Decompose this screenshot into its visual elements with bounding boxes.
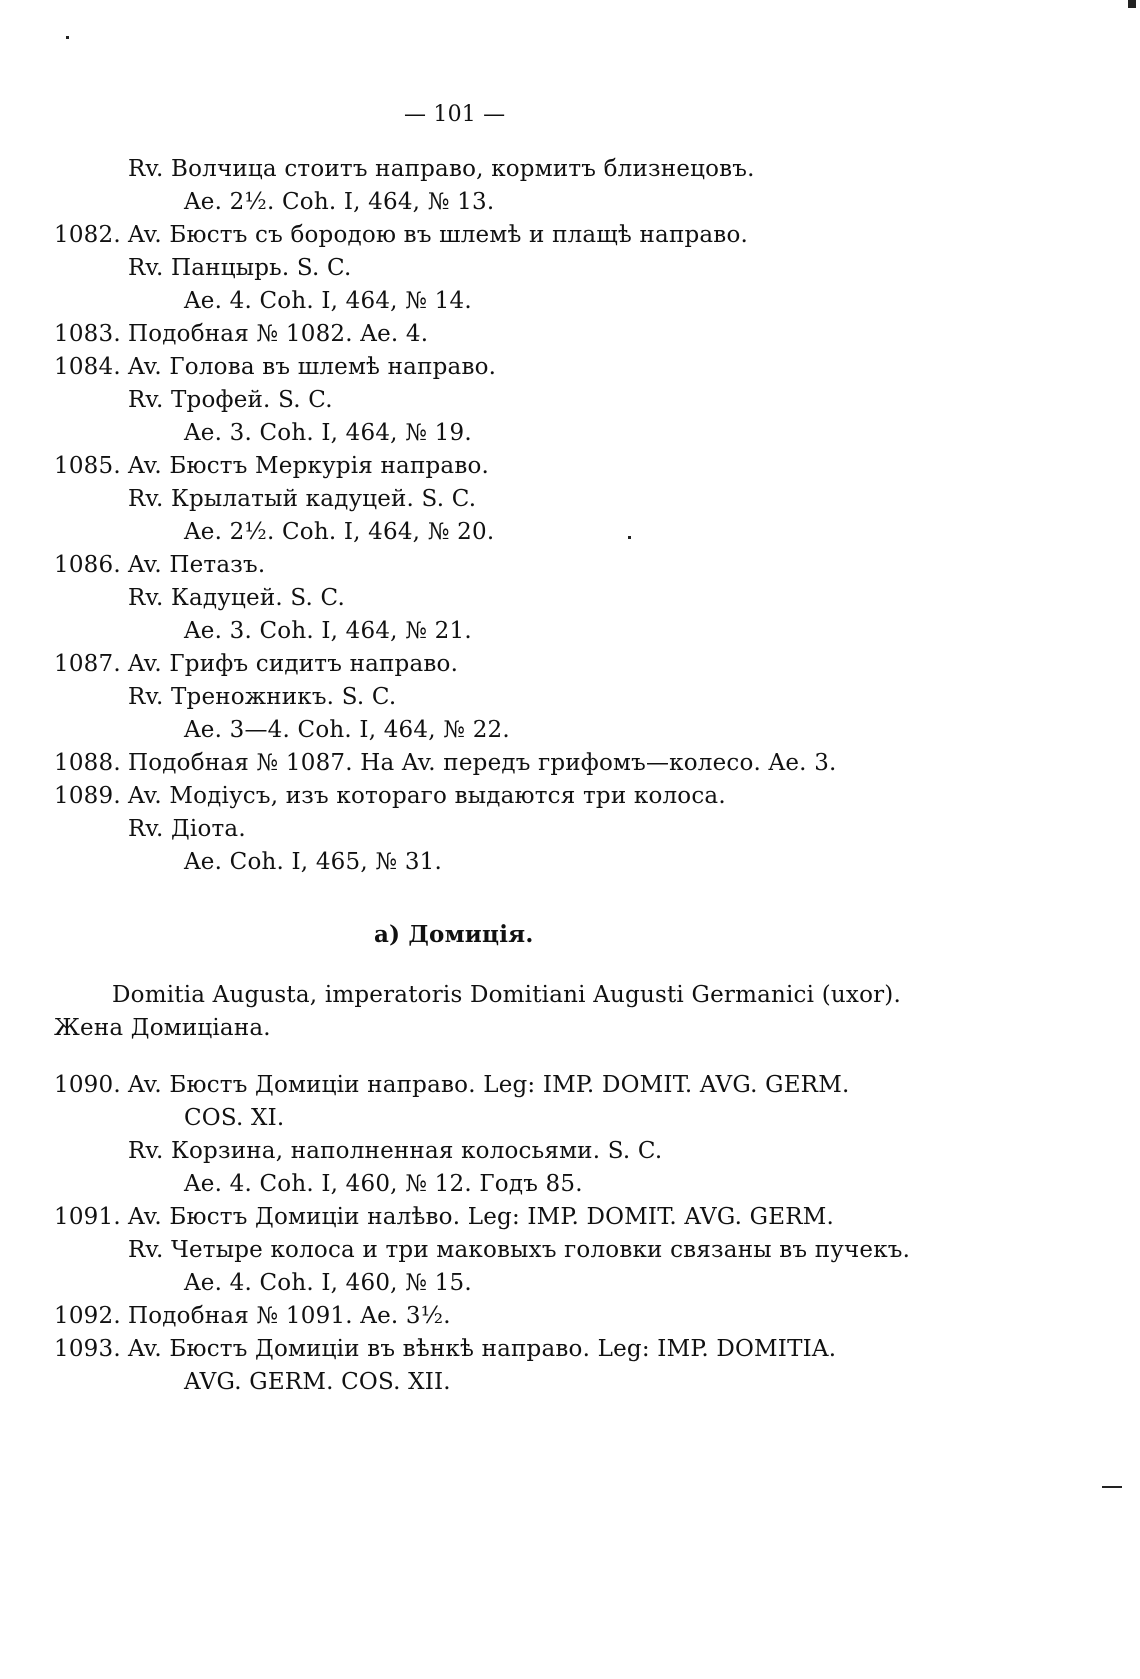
entry-number: 1083. [54,321,121,347]
entry-line: Ae. 4. Coh. I, 464, № 14. [184,288,472,314]
entry-line: Rv. Треножникъ. S. C. [128,684,397,710]
entry-number: 1082. [54,222,121,248]
entry-text: Av. Голова въ шлемѣ направо. [128,354,497,380]
entry-number: 1092. [54,1303,121,1329]
entry-line: Ae. 3. Coh. I, 464, № 21. [184,618,472,644]
entry-text: Подобная № 1087. На Av. передъ грифомъ—колесо. Ae. 3. [128,750,837,776]
entry-line: COS. XI. [184,1105,285,1131]
scan-speck [1102,1486,1122,1488]
entry-number: 1087. [54,651,121,677]
entry-number: 1084. [54,354,121,380]
entry-text: Подобная № 1091. Ae. 3½. [128,1303,451,1329]
scan-speck [1128,0,1136,8]
entry-line: Ae. 4. Coh. I, 460, № 15. [184,1270,472,1296]
entry-line: Rv. Волчица стоитъ направо, кормитъ близнецовъ. [128,156,755,182]
entry-text: Av. Бюстъ Домиціи направо. Leg: IMP. DOMIT. AVG. GERM. [128,1072,850,1098]
section-heading: a) Домиція. [374,921,534,948]
entry-text: Av. Петазъ. [128,552,266,578]
entry-text: Av. Бюстъ съ бородою въ шлемѣ и плащѣ направо. [128,222,749,248]
entry-line: Ae. 4. Coh. I, 460, № 12. Годъ 85. [184,1171,583,1197]
entry-text: Av. Бюстъ Домиціи въ вѣнкѣ направо. Leg: IMP. DOMITIA. [128,1336,837,1362]
intro-line: Жена Домиціана. [54,1015,271,1041]
scan-speck [628,536,631,539]
entry-line: Ae. 3—4. Coh. I, 464, № 22. [184,717,510,743]
entry-line: Rv. Корзина, наполненная колосьями. S. C. [128,1138,663,1164]
entry-number: 1088. [54,750,121,776]
intro-line: Domitia Augusta, imperatoris Domitiani Augusti Germanici (uxor). [112,982,901,1008]
entry-line: AVG. GERM. COS. XII. [184,1369,451,1395]
entry-text: Av. Бюстъ Меркурія направо. [128,453,490,479]
entry-line: Rv. Кадуцей. S. C. [128,585,346,611]
scan-speck [66,36,69,39]
entry-text: Av. Бюстъ Домиціи налѣво. Leg: IMP. DOMIT. AVG. GERM. [128,1204,834,1230]
entry-line: Rv. Панцырь. S. C. [128,255,352,281]
entry-text: Av. Грифъ сидитъ направо. [128,651,459,677]
entry-text: Av. Модіусъ, изъ котораго выдаются три колоса. [128,783,726,809]
entry-line: Ae. 3. Coh. I, 464, № 19. [184,420,472,446]
entry-line: Rv. Діота. [128,816,246,842]
entry-text: Подобная № 1082. Ae. 4. [128,321,429,347]
entry-line: Ae. 2½. Coh. I, 464, № 13. [184,189,495,215]
entry-number: 1085. [54,453,121,479]
entry-line: Ae. Coh. I, 465, № 31. [184,849,443,875]
entry-line: Rv. Крылатый кадуцей. S. C. [128,486,477,512]
page-number: — 101 — [404,102,506,127]
entry-number: 1090. [54,1072,121,1098]
entry-line: Ae. 2½. Coh. I, 464, № 20. [184,519,495,545]
entry-number: 1086. [54,552,121,578]
entry-number: 1091. [54,1204,121,1230]
entry-line: Rv. Трофей. S. C. [128,387,333,413]
entry-line: Rv. Четыре колоса и три маковыхъ головки связаны въ пучекъ. [128,1237,911,1263]
entry-number: 1089. [54,783,121,809]
entry-number: 1093. [54,1336,121,1362]
